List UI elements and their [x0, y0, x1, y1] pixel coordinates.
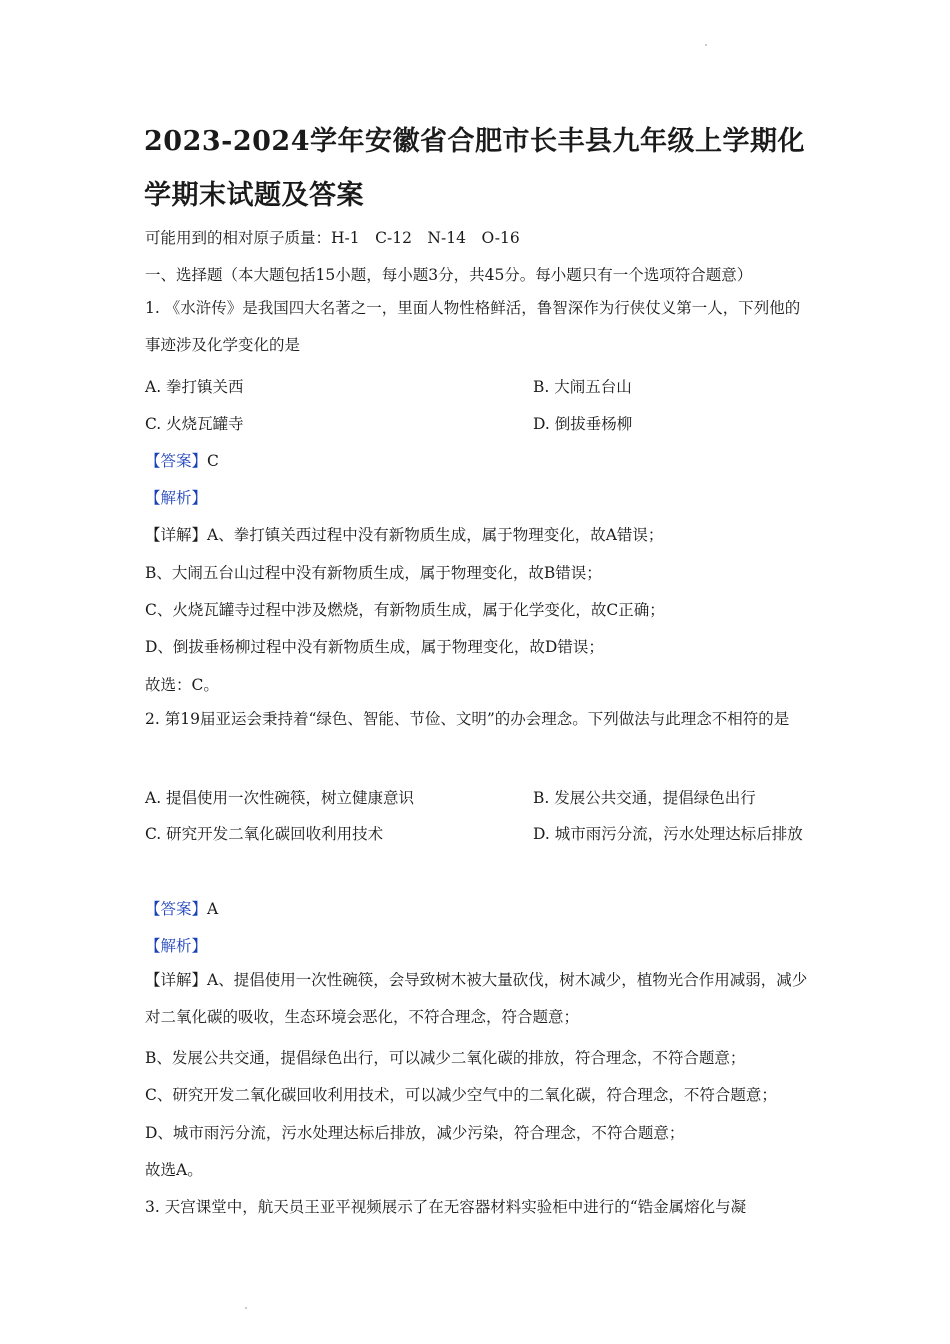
q1-option-b: B. 大闹五台山: [533, 378, 632, 396]
q1-option-c: C. 火烧瓦罐寺: [145, 415, 244, 433]
q2-detail-1-text: A、提倡使用一次性碗筷，会导致树木被大量砍伐，树木减少，植物光合作用减弱，减少对二氧化碳的吸收，生态环境会恶化，不符合理念，符合题意；: [145, 971, 808, 1026]
q2-option-c: C. 研究开发二氧化碳回收利用技术: [145, 825, 384, 843]
section-heading: 一、选择题（本大题包括15小题，每小题3分，共45分。每小题只有一个选项符合题意）: [145, 266, 753, 284]
q1-detail-3: C、火烧瓦罐寺过程中涉及燃烧，有新物质生成，属于化学变化，故C正确；: [145, 601, 665, 619]
q2-analysis-tag: [145, 934, 815, 956]
document-title: 2023-2024学年安徽省合肥市长丰县九年级上学期化学期末试题及答案: [144, 126, 805, 211]
q2-conclusion: 故选A。: [145, 1161, 203, 1179]
q1-answer-value: C: [207, 452, 219, 470]
detail-tag: 【详解】: [145, 971, 208, 989]
q2-detail-4: D、城市雨污分流，污水处理达标后排放，减少污染，符合理念，不符合题意；: [145, 1124, 685, 1142]
question-1-stem: 1. 《水浒传》是我国四大名著之一，里面人物性格鲜活，鲁智深作为行侠仗义第一人，下列他的事迹涉及化学变化的是: [145, 299, 801, 354]
q1-answer-line: [145, 449, 815, 471]
q2-option-b: B. 发展公共交通，提倡绿色出行: [533, 789, 756, 807]
q2-detail-1: [145, 962, 815, 1036]
q1-option-d: D. 倒拔垂杨柳: [533, 415, 633, 433]
q1-detail-1: [145, 523, 815, 545]
q1-conclusion: 故选：C。: [145, 676, 219, 694]
q1-option-a: A. 拳打镇关西: [145, 378, 244, 396]
analysis-tag: 【解析】: [145, 489, 208, 507]
answer-tag: 【答案】: [145, 900, 208, 918]
q2-answer-line: [145, 897, 815, 919]
answer-tag: 【答案】: [145, 452, 208, 470]
q2-detail-2: B、发展公共交通，提倡绿色出行，可以减少二氧化碳的排放，符合理念，不符合题意；: [145, 1049, 746, 1067]
scan-speck: [705, 44, 707, 46]
scan-speck: [245, 1307, 247, 1309]
q1-detail-4: D、倒拔垂杨柳过程中没有新物质生成，属于物理变化，故D错误；: [145, 638, 604, 656]
q1-analysis-tag: [145, 486, 815, 508]
detail-tag: 【详解】: [145, 526, 208, 544]
q1-detail-2: B、大闹五台山过程中没有新物质生成，属于物理变化，故B错误；: [145, 564, 602, 582]
atomic-mass-line: 可能用到的相对原子质量：H-1 C-12 N-14 O-16: [145, 229, 520, 247]
q2-option-a: A. 提倡使用一次性碗筷，树立健康意识: [145, 789, 415, 807]
q2-detail-3: C、研究开发二氧化碳回收利用技术，可以减少空气中的二氧化碳，符合理念，不符合题意；: [145, 1086, 777, 1104]
q2-option-d-text: D. 城市雨污分流，污水处理达标后排放: [533, 825, 803, 843]
question-2-stem: 2. 第19届亚运会秉持着“绿色、智能、节俭、文明”的办会理念。下列做法与此理念不相符的是: [145, 710, 790, 728]
q1-detail-1-text: A、拳打镇关西过程中没有新物质生成，属于物理变化，故A错误；: [207, 526, 664, 544]
question-3-stem: 3. 天宫课堂中，航天员王亚平视频展示了在无容器材料实验柜中进行的“锆金属熔化与凝: [145, 1198, 747, 1216]
q2-answer-value: A: [207, 900, 219, 918]
analysis-tag: 【解析】: [145, 937, 208, 955]
